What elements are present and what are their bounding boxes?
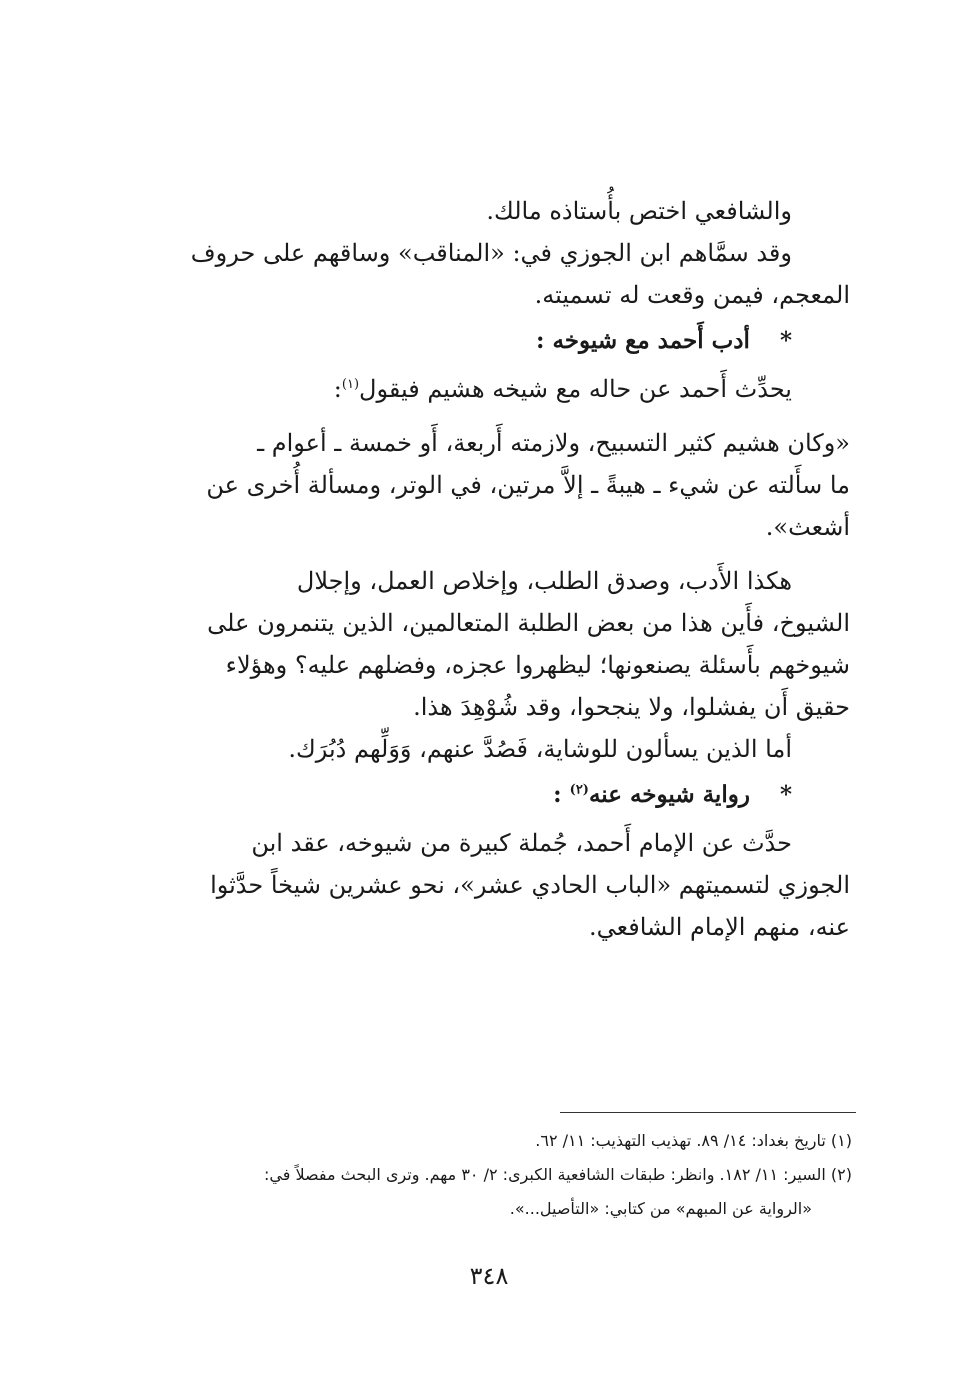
text-line: حقيق أَن يفشلوا، ولا ينجحوا، وقد شُوْهِدَ هذا. [413,693,850,721]
text-line: حدَّث عن الإمام أَحمد، جُملة كبيرة من شيوخه، عقد ابن [251,829,792,857]
text-line [132,368,850,410]
text-line: شيوخهم بأَسئلة يصنعونها؛ ليظهروا عجزه، وفضلهم عليه؟ وهؤلاء [225,651,850,679]
section-heading-riwaya [132,774,850,816]
text-line: المعجم، فيمن وقعت له تسميته. [534,281,850,309]
text-line: أما الذين يسألون للوشاية، فَصُدَّ عنهم، وَوَلِّهم دُبُرَك. [288,735,792,763]
text-line: والشافعي اختص بأُستاذه مالك. [486,197,792,225]
text-line: عنه، منهم الإمام الشافعي. [589,913,850,941]
footnote-ref: (٢) [569,782,589,798]
text-span: : [333,375,342,403]
heading-text: رواية شيوخه عنه [588,781,750,808]
quote-line: أشعث». [765,513,850,541]
paragraph [132,560,850,770]
asterisk-bullet: * [779,327,792,354]
paragraph [132,822,850,948]
asterisk-bullet: * [779,781,792,808]
page-number: ٣٤٨ [469,1262,509,1290]
footnote-divider [560,1112,856,1113]
quote-line: «وكان هشيم كثير التسبيح، ولازمته أَربعة، أَو خمسة ـ أعوام ـ [257,429,850,457]
heading-text: أدب أَحمد مع شيوخه : [535,327,750,354]
footnote-ref: (١) [341,377,360,392]
section-heading-adab [132,320,850,362]
heading-text-end: : [553,781,570,808]
text-line: الشيوخ، فأَين هذا من بعض الطلبة المتعالمين، الذين يتنمرون على [207,609,850,637]
footnote-1: (١) تاريخ بغداد: ١٤/ ٨٩. تهذيب التهذيب: ١١/ ٦٢. [535,1131,852,1150]
text-line: الجوزي لتسميتهم «الباب الحادي عشر»، نحو عشرين شيخاً حدَّثوا [210,871,850,899]
main-text [132,190,850,948]
footnotes [130,1124,852,1226]
text-line: هكذا الأَدب، وصدق الطلب، وإخلاص العمل، وإجلال [296,567,792,595]
footnote-2: (٢) السير: ١١/ ١٨٢. وانظر: طبقات الشافعية الكبرى: ٢/ ٣٠ مهم. وترى البحث مفصلاً في: [264,1165,852,1184]
quote-line: ما سأَلته عن شيء ـ هيبةً ـ إلاَّ مرتين، في الوتر، ومسألة أُخرى عن [206,471,850,499]
text-line: وقد سمَّاهم ابن الجوزي في: «المناقب» وساقهم على حروف [190,239,792,267]
footnote-2-continued: «الرواية عن المبهم» من كتابي: «التأصيل...». [509,1199,812,1218]
text-span: يحدِّث أَحمد عن حاله مع شيخه هشيم فيقول [359,375,792,403]
quote-block [132,422,850,548]
